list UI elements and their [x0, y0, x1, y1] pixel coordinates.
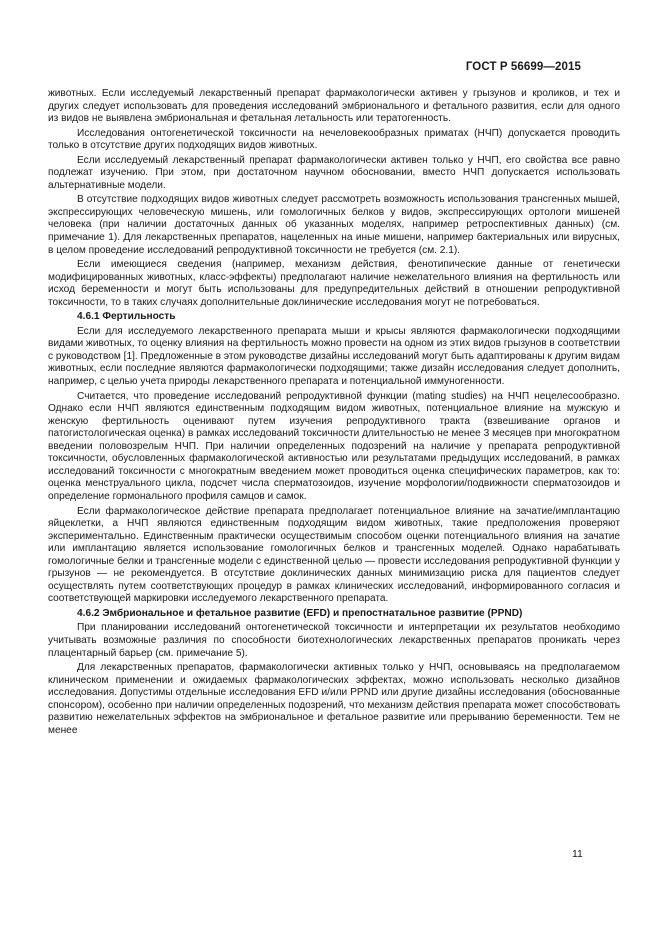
paragraph: Для лекарственных препаратов, фармакологически активных только у НЧП, основываясь на предполагаемом клиническом применении и ожидаемых фармакологических эффектах, можно использовать несколько дизайнов исследования. Допустимы отдельные исследования EFD и/или PPND или другие дизайны исследования (обоснованные спонсором), особенно при наличии определенных подозрений, что механизм действия препарата может способствовать развитию нежелательных эффектов на эмбриональное и фетальное развитие или прерыванию беременности. Тем не менее — [48, 662, 620, 736]
section-heading-efd-ppnd: 4.6.2 Эмбриональное и фетальное развитие (EFD) и препостнатальное развитие (PPND) — [77, 607, 523, 619]
paragraph: Если фармакологическое действие препарата предполагает потенциальное влияние на зачатие/имплантацию яйцеклетки, а НЧП являются единственным подходящим видом животных, такие предположения проверяют экспериментально. Единственным практически осуществимым способом оценки потенциального влияния на зачатие или имплантацию является использование гомологичных белков и трансгенных моделей. Однако нарабатывать гомологичные белки и трансгенные модели с единственной целью — провести исследования репродуктивной функции у грызунов — не рекомендуется. В отсутствие доклинических данных минимизацию риска для пациентов следует осуществлять путем соответствующих процедур в рамках клинических исследований, информированного согласия и соответствующей маркировки исследуемого лекарственного препарата. — [48, 505, 620, 605]
paragraph: При планировании исследований онтогенетической токсичности и интерпретации их результатов необходимо учитывать возможные различия по способности биотехнологических лекарственных препаратов проникать через плацентарный барьер (см. примечание 5). — [48, 622, 620, 659]
paragraph: В отсутствие подходящих видов животных следует рассмотреть возможность использования трансгенных мышей, экспрессирующих человеческую мишень, или гомологичных белков у видов, экспрессирующих ортологи мишеней человека (при наличии достаточных данных об указанных моделях, например ретроспективных данных) (см. примечание 1). Для лекарственных препаратов, нацеленных на иные мишени, например бактериальных или вирусных, в целом проведение исследований репродуктивной токсичности не требуется (см. 2.1). — [48, 194, 620, 256]
paragraph: Если для исследуемого лекарственного препарата мыши и крысы являются фармакологически подходящими видами животных, то оценку влияния на фертильность можно провести на одном из этих видов грызунов в соответствии с руководством [1]. Предложенные в этом руководстве дизайны исследований могут быть адаптированы к другим видам животных, если последние являются фармакологически подходящими; также дизайн исследования следует дополнить, например, с целью учета природы лекарственного препарата и потенциальной иммуногенности. — [48, 325, 620, 388]
page-number: 11 — [572, 848, 583, 860]
paragraph: Исследования онтогенетической токсичности на нечеловекообразных приматах (НЧП) допускается проводить только в отсутствие других подходящих видов животных. — [48, 127, 620, 152]
document-header: ГОСТ Р 56699—2015 — [465, 61, 581, 73]
paragraph: Если имеющиеся сведения (например, механизм действия, фенотипические данные от генетически модифицированных животных, класс-эффекты) предполагают наличие нежелательного влияния на фертильность или исход беременности и могут быть использованы для предупредительных действий в отношении репродуктивной токсичности, то в таких случаях дополнительные доклинические исследования могут не потребоваться. — [48, 259, 620, 308]
paragraph: животных. Если исследуемый лекарственный препарат фармакологически активен у грызунов и кроликов, и тех и других следует использовать для проведения исследований эмбрионального и фетального развития, если для одного из видов не выявлена эмбриональная и фетальная летальность или тератогенность. — [48, 88, 620, 125]
section-heading-fertility: 4.6.1 Фертильность — [77, 311, 176, 323]
paragraph: Если исследуемый лекарственный препарат фармакологически активен только у НЧП, его свойства все равно подлежат изучению. При этом, при достаточном научном обосновании, вместо НЧП допускается использовать альтернативные модели. — [48, 154, 620, 191]
paragraph: Считается, что проведение исследований репродуктивной функции (mating studies) на НЧП нецелесообразно. Однако если НЧП являются единственным подходящим видом животных, потенциальное влияние на мужскую и женскую фертильность оценивают путем изучения репродуктивного тракта (взвешивание органов и патогистологическая оценка) в рамках исследований токсичности длительностью не менее 3 месяцев при многократном введении половозрелым НЧП. При наличии определенных подозрений на наличие у препарата репродуктивной токсичности, обусловленных фармакологической активностью или результатами предыдущих исследований, в рамках исследований токсичности с многократным введением может проводиться оценка специфических параметров, как то: оценка менструального цикла, подсчет числа сперматозоидов, изучение морфологии/подвижности сперматозоидов и определение гормонального профиля самцов и самок. — [48, 390, 620, 502]
page-body — [48, 88, 620, 739]
